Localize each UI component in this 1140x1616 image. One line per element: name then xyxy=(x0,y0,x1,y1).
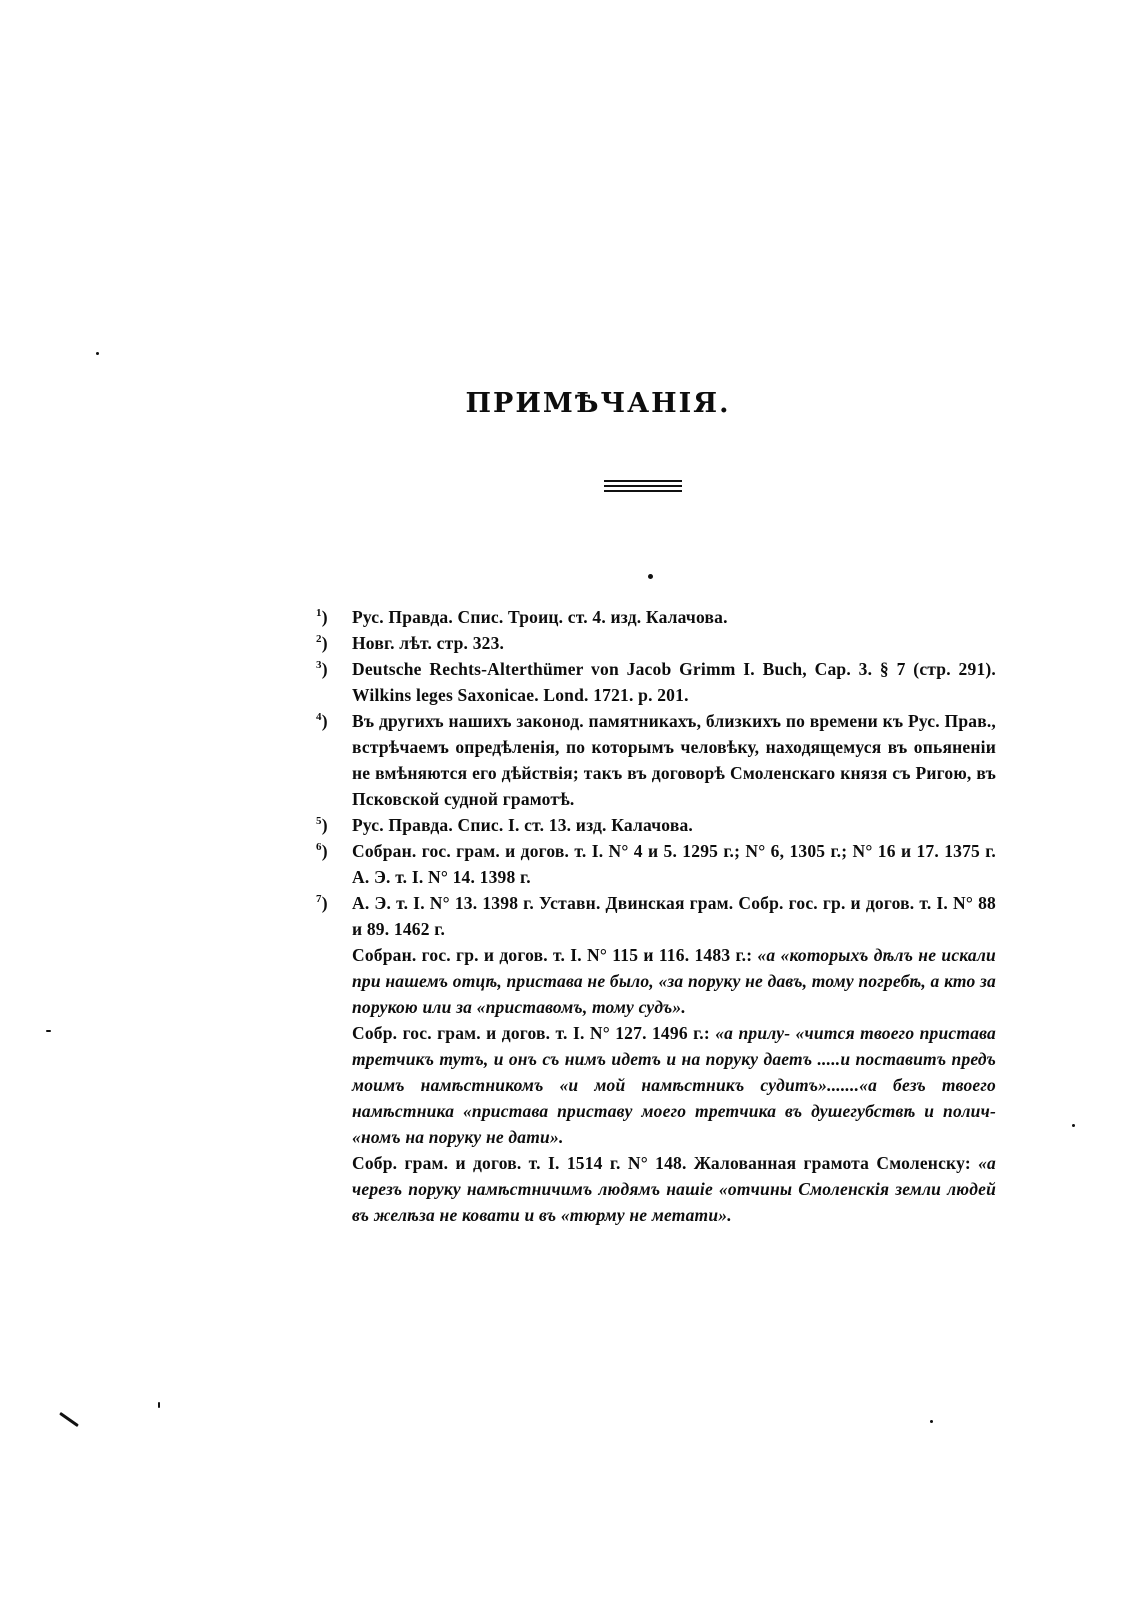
notes-list xyxy=(316,604,996,1228)
note-4 xyxy=(316,708,996,812)
note-number: $^7$) xyxy=(316,893,328,913)
stray-dot-mark xyxy=(96,352,99,355)
note-number: $^4$) xyxy=(316,711,328,731)
note-1 xyxy=(316,604,996,630)
note-3 xyxy=(316,656,996,708)
stray-dot-mark xyxy=(930,1420,933,1423)
note-text: А. Э. т. I. N° 13. 1398 г. Уставн. Двинская грам. Собр. гос. гр. и догов. т. I. N° 88 и 89. 1462 г. xyxy=(352,893,996,939)
stray-dot-mark xyxy=(1072,1124,1075,1127)
citation-quote: «а черезъ поруку намѣстничимъ людямъ нашіе «отчины Смоленскія земли людей въ желѣза не ковати и въ «тюрму не метати». xyxy=(352,1153,996,1225)
stray-dot-mark xyxy=(158,1402,160,1408)
citation-quote: «а «которыхъ дѣлъ не искали при нашемъ отцѣ, пристава не было, «за поруку не давъ, тому погребѣ, а кто за порукою или за «приставомъ, тому судъ». xyxy=(352,945,997,1017)
note-text: Собран. гос. грам. и догов. т. I. N° 4 и 5. 1295 г.; N° 6, 1305 г.; N° 16 и 17. 1375 г. А. Э. т. I. N° 14. 1398 г. xyxy=(352,841,996,887)
title-rule-divider xyxy=(604,480,682,492)
citation-paragraph xyxy=(352,1020,996,1150)
stray-dot-mark xyxy=(648,574,653,579)
stray-dot-mark xyxy=(46,1030,51,1032)
note-number: $^6$) xyxy=(316,841,328,861)
citation-source: Собран. гос. гр. и догов. т. I. N° 115 и 116. 1483 г.: xyxy=(352,945,758,965)
note-5 xyxy=(316,812,996,838)
note-number: $^5$) xyxy=(316,815,328,835)
citation-quote: «а прилу- «чится твоего пристава третчикъ тутъ, и онъ съ нимъ идетъ и на поруку даетъ .....и поставитъ предъ моимъ намѣстникомъ «и мой намѣстникъ судитъ».......«а безъ твоего намѣстника «пристава приставу моего третчика въ душегубствѣ и полич- «номъ на поруку не дати». xyxy=(352,1023,996,1147)
page-title: ПРИМѢЧАНІЯ. xyxy=(465,388,731,419)
note-text: Въ другихъ нашихъ законод. памятникахъ, близкихъ по времени къ Рус. Прав., встрѣчаемъ опредѣленія, по которымъ человѣку, находящемуся въ опьяненіи не вмѣняются его дѣйствія; такъ въ договорѣ Смоленскаго князя съ Ригою, въ Псковской судной грамотѣ. xyxy=(352,711,996,809)
citation-paragraph xyxy=(352,942,996,1020)
note-7 xyxy=(316,890,996,1228)
note-text: Deutsche Rechts-Alterthümer von Jacob Grimm I. Buch, Cap. 3. § 7 (стр. 291). Wilkins leges Saxonicae. Lond. 1721. p. 201. xyxy=(352,659,996,705)
note-number: $^2$) xyxy=(316,633,328,653)
citation-source: Собр. гос. грам. и догов. т. I. N° 127. 1496 г.: xyxy=(352,1023,716,1043)
citation-source: Собр. грам. и догов. т. I. 1514 г. N° 148. Жалованная грамота Смоленску: xyxy=(352,1153,979,1173)
note-2 xyxy=(316,630,996,656)
note-text: Рус. Правда. Спис. I. ст. 13. изд. Калачова. xyxy=(352,815,694,835)
note-number: $^3$) xyxy=(316,659,328,679)
note-text: Рус. Правда. Спис. Троиц. ст. 4. изд. Калачова. xyxy=(352,607,728,627)
note-text: Новг. лѣт. стр. 323. xyxy=(352,633,505,653)
citation-paragraph xyxy=(352,1150,996,1228)
note-number: $^1$) xyxy=(316,607,328,627)
stray-dash-mark xyxy=(59,1412,79,1427)
note-6 xyxy=(316,838,996,890)
